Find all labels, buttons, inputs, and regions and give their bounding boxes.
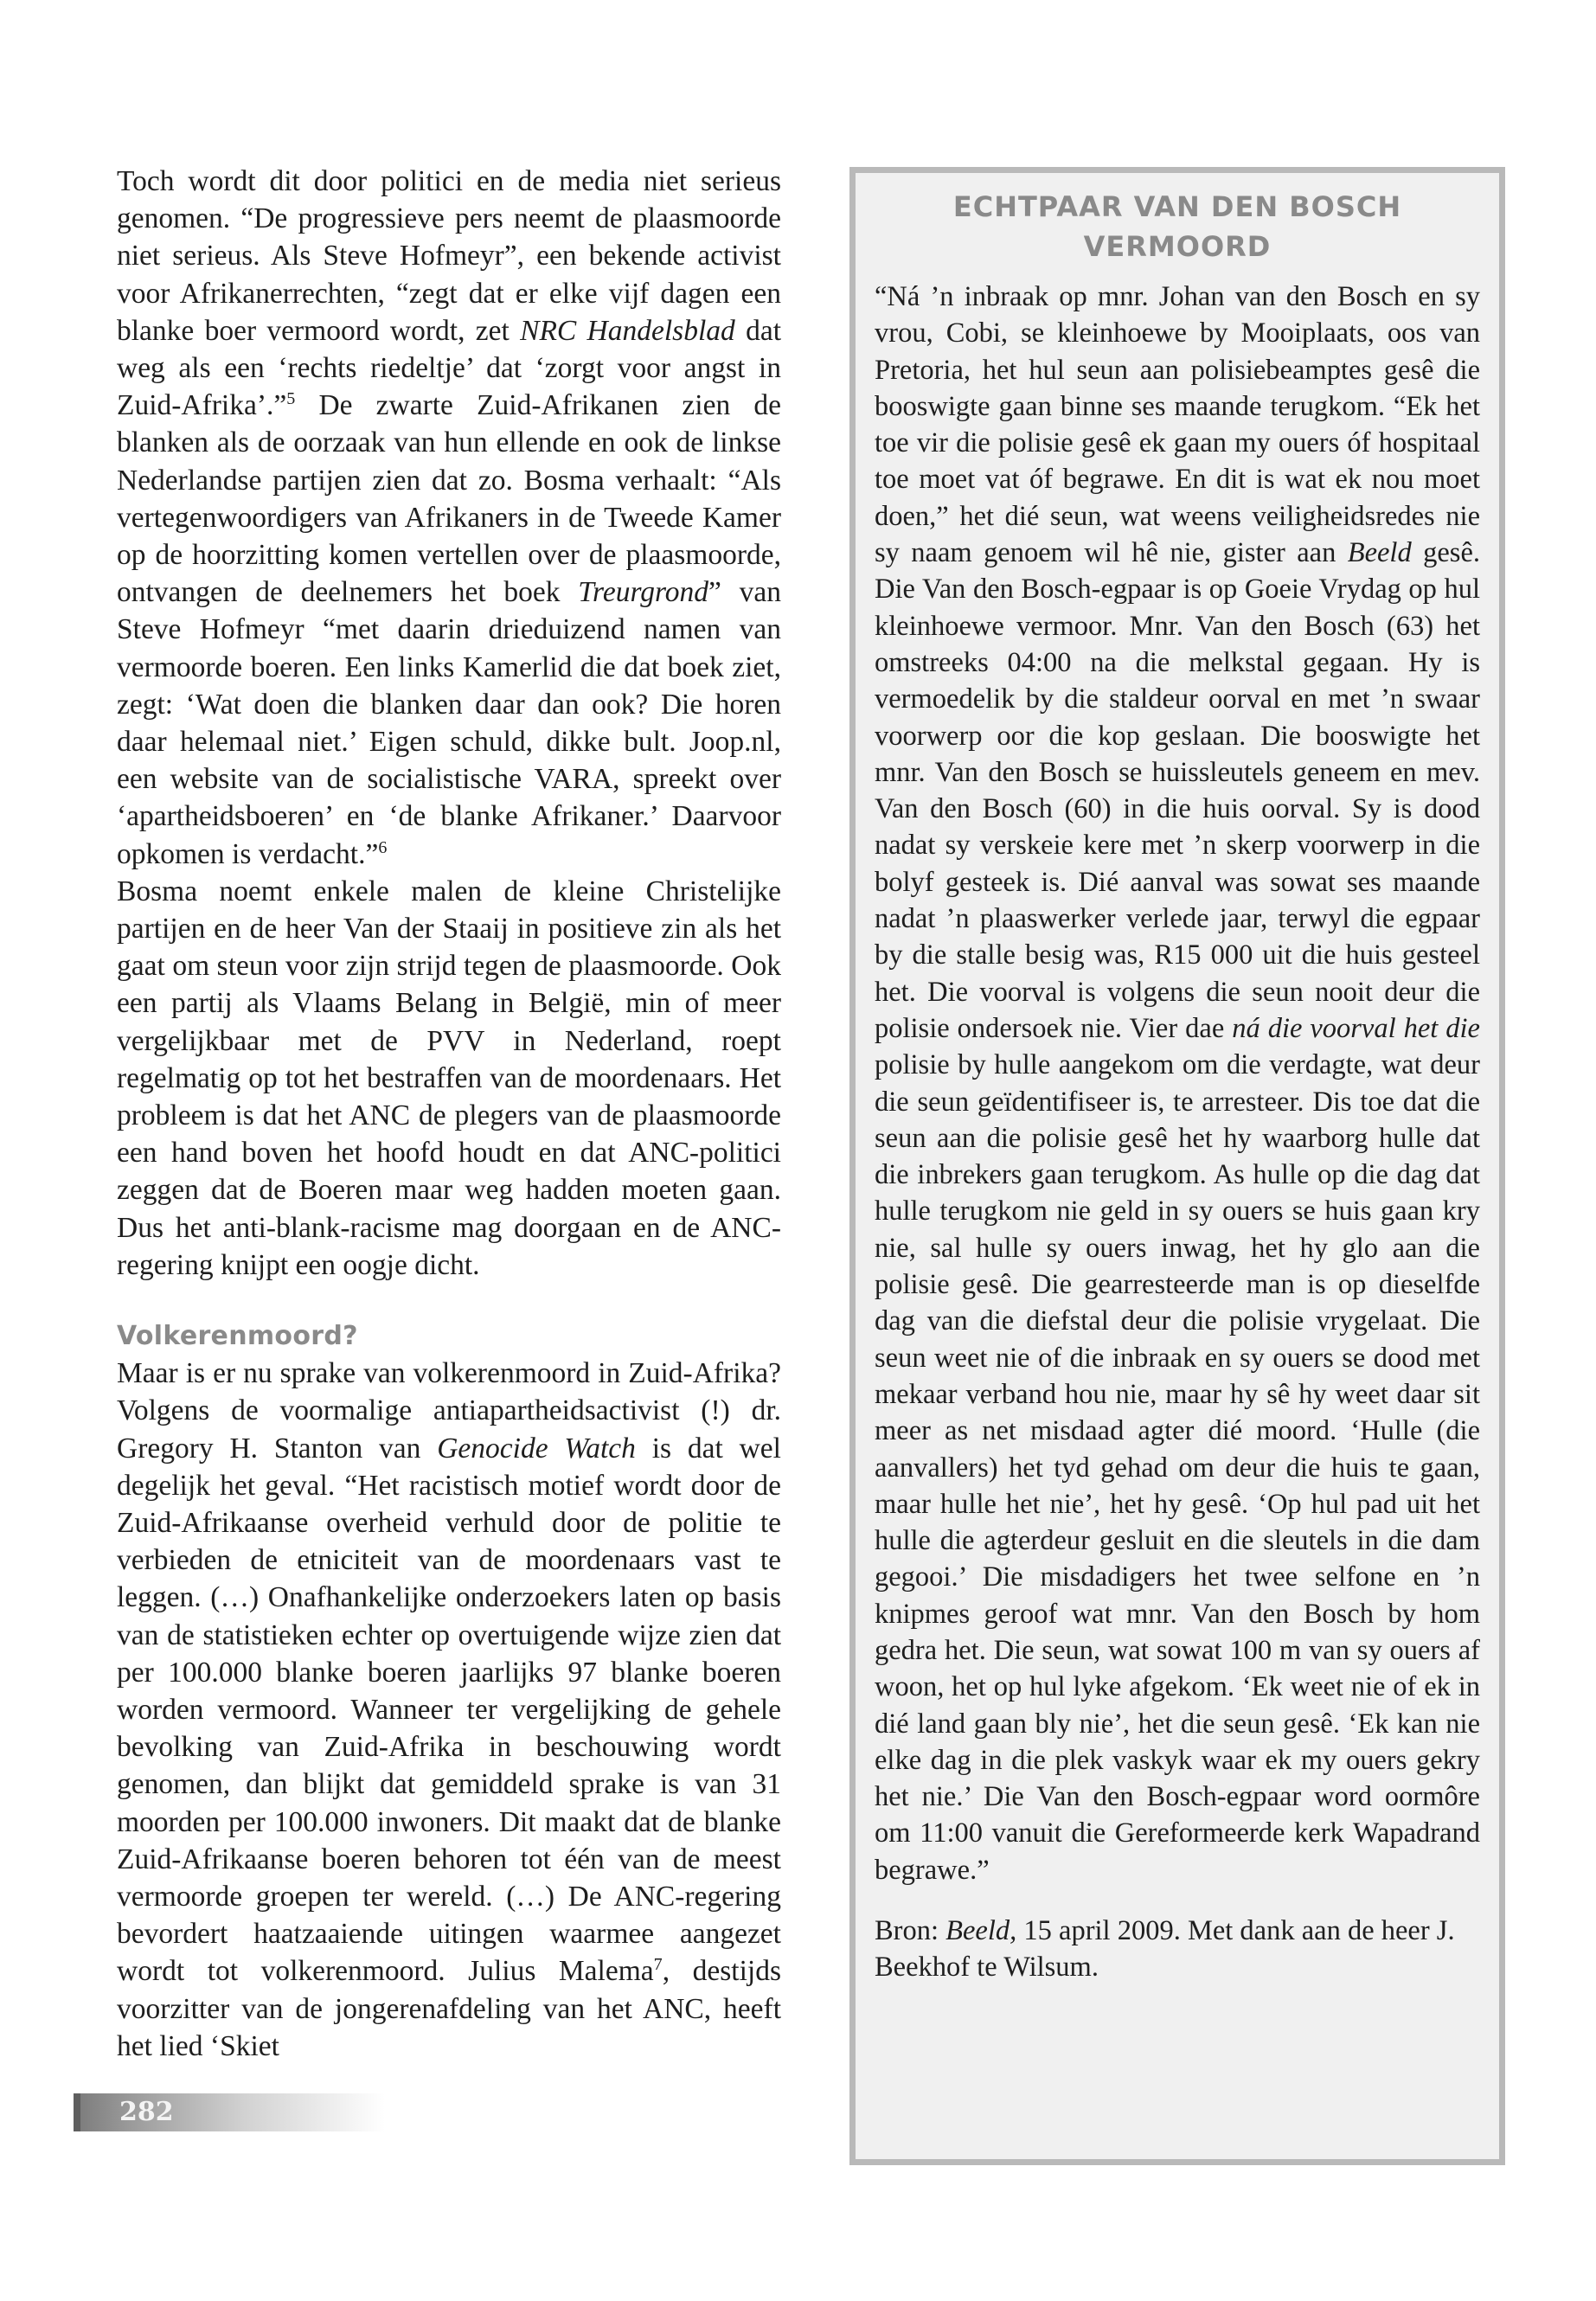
footnote-marker-5: 5 xyxy=(286,389,296,409)
source-details: 15 april 2009. Met dank aan de heer J. Beekhof te Wilsum. xyxy=(875,1915,1455,1984)
text-run: is dat wel degelijk het geval. “Het racistisch motief wordt door de Zuid-Afrikaanse overheid verhuld door de politie te verbieden de etniciteit van de moordenaars vast te leggen. (…) Onafhankelijke onderzoekers laten op basis van de statistieken echter op overtuigende wijze zien dat per 100.000 blanke boeren jaarlijks 97 blanke boeren worden vermoord. Wanneer ter vergelijking de gehele bevolking van Zuid-Afrika in beschouwing wordt genomen, dan blijkt dat gemiddeld sprake is van 31 moorden per 100.000 inwoners. Dit maakt dat de blanke Zuid-Afrikaanse boeren behoren tot één van de meest vermoorde groepen ter wereld. (…) De ANC-regering bevordert haatzaaiende uitingen waarmee aangezet wordt tot volkerenmoord. Julius Malema xyxy=(117,1432,781,1988)
section-heading: Volkerenmoord? xyxy=(117,1321,358,1352)
footnote-marker-7: 7 xyxy=(653,1955,663,1975)
text-run: gesê. Die Van den Bosch-egpaar is op Goeie Vrydag op hul kleinhoewe vermoor. Mnr. Van den Bosch (63) het omstreeks 04:00 na die melkstal gegaan. Hy is vermoedelik by die staldeur oorval en met ’n swaar voorwerp oor die kop geslaan. Die booswigte het mnr. Van den Bosch se huissleutels geneem en mev. Van den Bosch (60) in die huis oorval. Sy is dood nadat sy verskeie kere met ’n skerp voorwerp in die bolyf gesteek is. Dié aanval was sowat ses maande nadat ’n plaaswerker verlede jaar, terwyl die egpaar by die stalle besig was, R15 000 uit die huis gesteel het. Die voorval is volgens die seun nooit deur die polisie ondersoek nie. Vier dae xyxy=(875,537,1480,1044)
page-number-accent xyxy=(74,2093,80,2131)
page-number: 282 xyxy=(119,2097,174,2127)
text-run: polisie by hulle aangekom om die verdagte, wat deur die seun geïdentifiseer is, te arresteer. Dis toe dat die seun aan die polisie gesê het hy waarborg hulle dat die inbrekers gaan terugkom. As hulle op die dag dat hulle terugkom nie geld in sy ouers se huis gaan kry nie, sal hulle sy ouers inwag, het hy glo aan die polisie gesê. Die gearresteerde man is op dieselfde dag van die diefstal deur die polisie vrygelaat. Die seun weet nie of die inbraak en sy ouers se dood met mekaar verband hou nie, maar hy sê hy weet daar sit meer as net misdaad agter dié moord. ‘Hulle (die aanvallers) het tyd gehad om deur die huis te gaan, maar hulle het nie’, het hy gesê. ‘Op hul pad uit het hulle die agterdeur gesluit en die sleutels in die dam gegooi.’ Die misdadigers het twee selfone en ’n knipmes geroof wat mnr. Van den Bosch by hom gedra het. Die seun, wat sowat 100 m van sy ouers af woon, het op hul lyke afgekom. ‘Ek weet nie of ek in dié land gaan bly nie’, het die seun gesê. ‘Ek kan nie elke dag in die plek vaskyk waar ek my ouers gekry het nie.’ Die Van den Bosch-egpaar word oormôre om 11:00 vanuit die Gereformeerde kerk Wapadrand begrawe.” xyxy=(875,1049,1480,1886)
source-publication: Beeld, xyxy=(945,1915,1017,1947)
sidebar-source xyxy=(875,1913,1480,1986)
italic-newspaper-name: Beeld xyxy=(1347,537,1412,569)
article-paragraph-1 xyxy=(117,163,781,873)
text-run: ” van Steve Hofmeyr “met daarin drieduizend namen van vermoorde boeren. Een links Kamerlid die dat boek ziet, zegt: ‘Wat doen die blanken daar dan ook? Die horen daar helemaal niet.’ Eigen schuld, dikke bult. Joop.nl, een website van de socialistische VARA, spreekt over ‘apartheidsboeren’ en ‘de blanke Afrikaner.’ Daarvoor opkomen is verdacht.” xyxy=(117,576,781,870)
sidebar-box xyxy=(849,167,1505,2165)
text-run: De zwarte Zuid-Afrikanen zien de blanken als de oorzaak van hun ellende en ook de linkse Nederlandse partijen zien dat zo. Bosma verhaalt: “Als vertegenwoordigers van Afrikaners in de Tweede Kamer op de hoorzitting komen vertellen over de plaasmoorde, ontvangen de deelnemers het boek xyxy=(117,389,781,609)
italic-emphasis: ná die voorval het die xyxy=(1232,1012,1480,1044)
italic-book-title: Treurgrond xyxy=(578,576,709,609)
text-run: Toch wordt dit door politici en de media niet serieus genomen. “De progressieve pers neemt de plaasmoorde niet serieus. Als Steve Hofmeyr”, een bekende activist voor Afrikanerrechten, “zegt dat er elke vijf dagen een blanke boer vermoord wordt, zet xyxy=(117,165,781,347)
main-article-column xyxy=(117,163,781,2065)
italic-newspaper-name: NRC Handelsblad xyxy=(520,314,735,347)
text-run: dat weg als een ‘rechts riedeltje’ dat ‘zorgt voor angst in Zuid-Afrika’.” xyxy=(117,314,781,422)
footnote-marker-6: 6 xyxy=(378,837,388,857)
italic-organization-name: Genocide Watch xyxy=(437,1432,636,1465)
sidebar-title: ECHTPAAR VAN DEN BOSCH VERMOORD xyxy=(952,190,1402,263)
text-run: “Ná ’n inbraak op mnr. Johan van den Bosch en sy vrou, Cobi, se kleinhoewe by Mooiplaats, oos van Pretoria, het hul seun aan polisiebeamptes gesê die booswigte gaan binne ses maande terugkom. “Ek het toe vir die polisie gesê ek gaan my ouers óf hospitaal toe moet vat óf begrawe. En dit is wat ek nou moet doen,” het dié seun, wat weens veiligheidsredes nie sy naam genoem wil hê nie, gister aan xyxy=(875,281,1480,569)
text-run: Maar is er nu sprake van volkerenmoord in Zuid-Afrika? Volgens de voormalige antiapartheidsactivist (!) dr. Gregory H. Stanton van xyxy=(117,1357,781,1465)
article-paragraph-3 xyxy=(117,1355,781,2065)
source-label: Bron: xyxy=(875,1915,946,1947)
article-paragraph-2: Bosma noemt enkele malen de kleine Christelijke partijen en de heer Van der Staaij in positieve zin als het gaat om steun voor zijn strijd tegen de plaasmoorde. Ook een partij als Vlaams Belang in België, min of meer vergelijkbaar met de PVV in Nederland, roept regelmatig op tot het bestraffen van de moordenaars. Het probleem is dat het ANC de plegers van de plaasmoorde een hand boven het hoofd houdt en dat ANC-politici zeggen dat de Boeren maar weg hadden moeten gaan. Dus het anti-blank-racisme mag doorgaan en de ANC-regering knijpt een oogje dicht. xyxy=(117,875,781,1281)
sidebar-body xyxy=(875,279,1480,1888)
text-run: , destijds voorzitter van de jongerenafdeling van het ANC, heeft het lied ‘Skiet xyxy=(117,1955,781,2062)
